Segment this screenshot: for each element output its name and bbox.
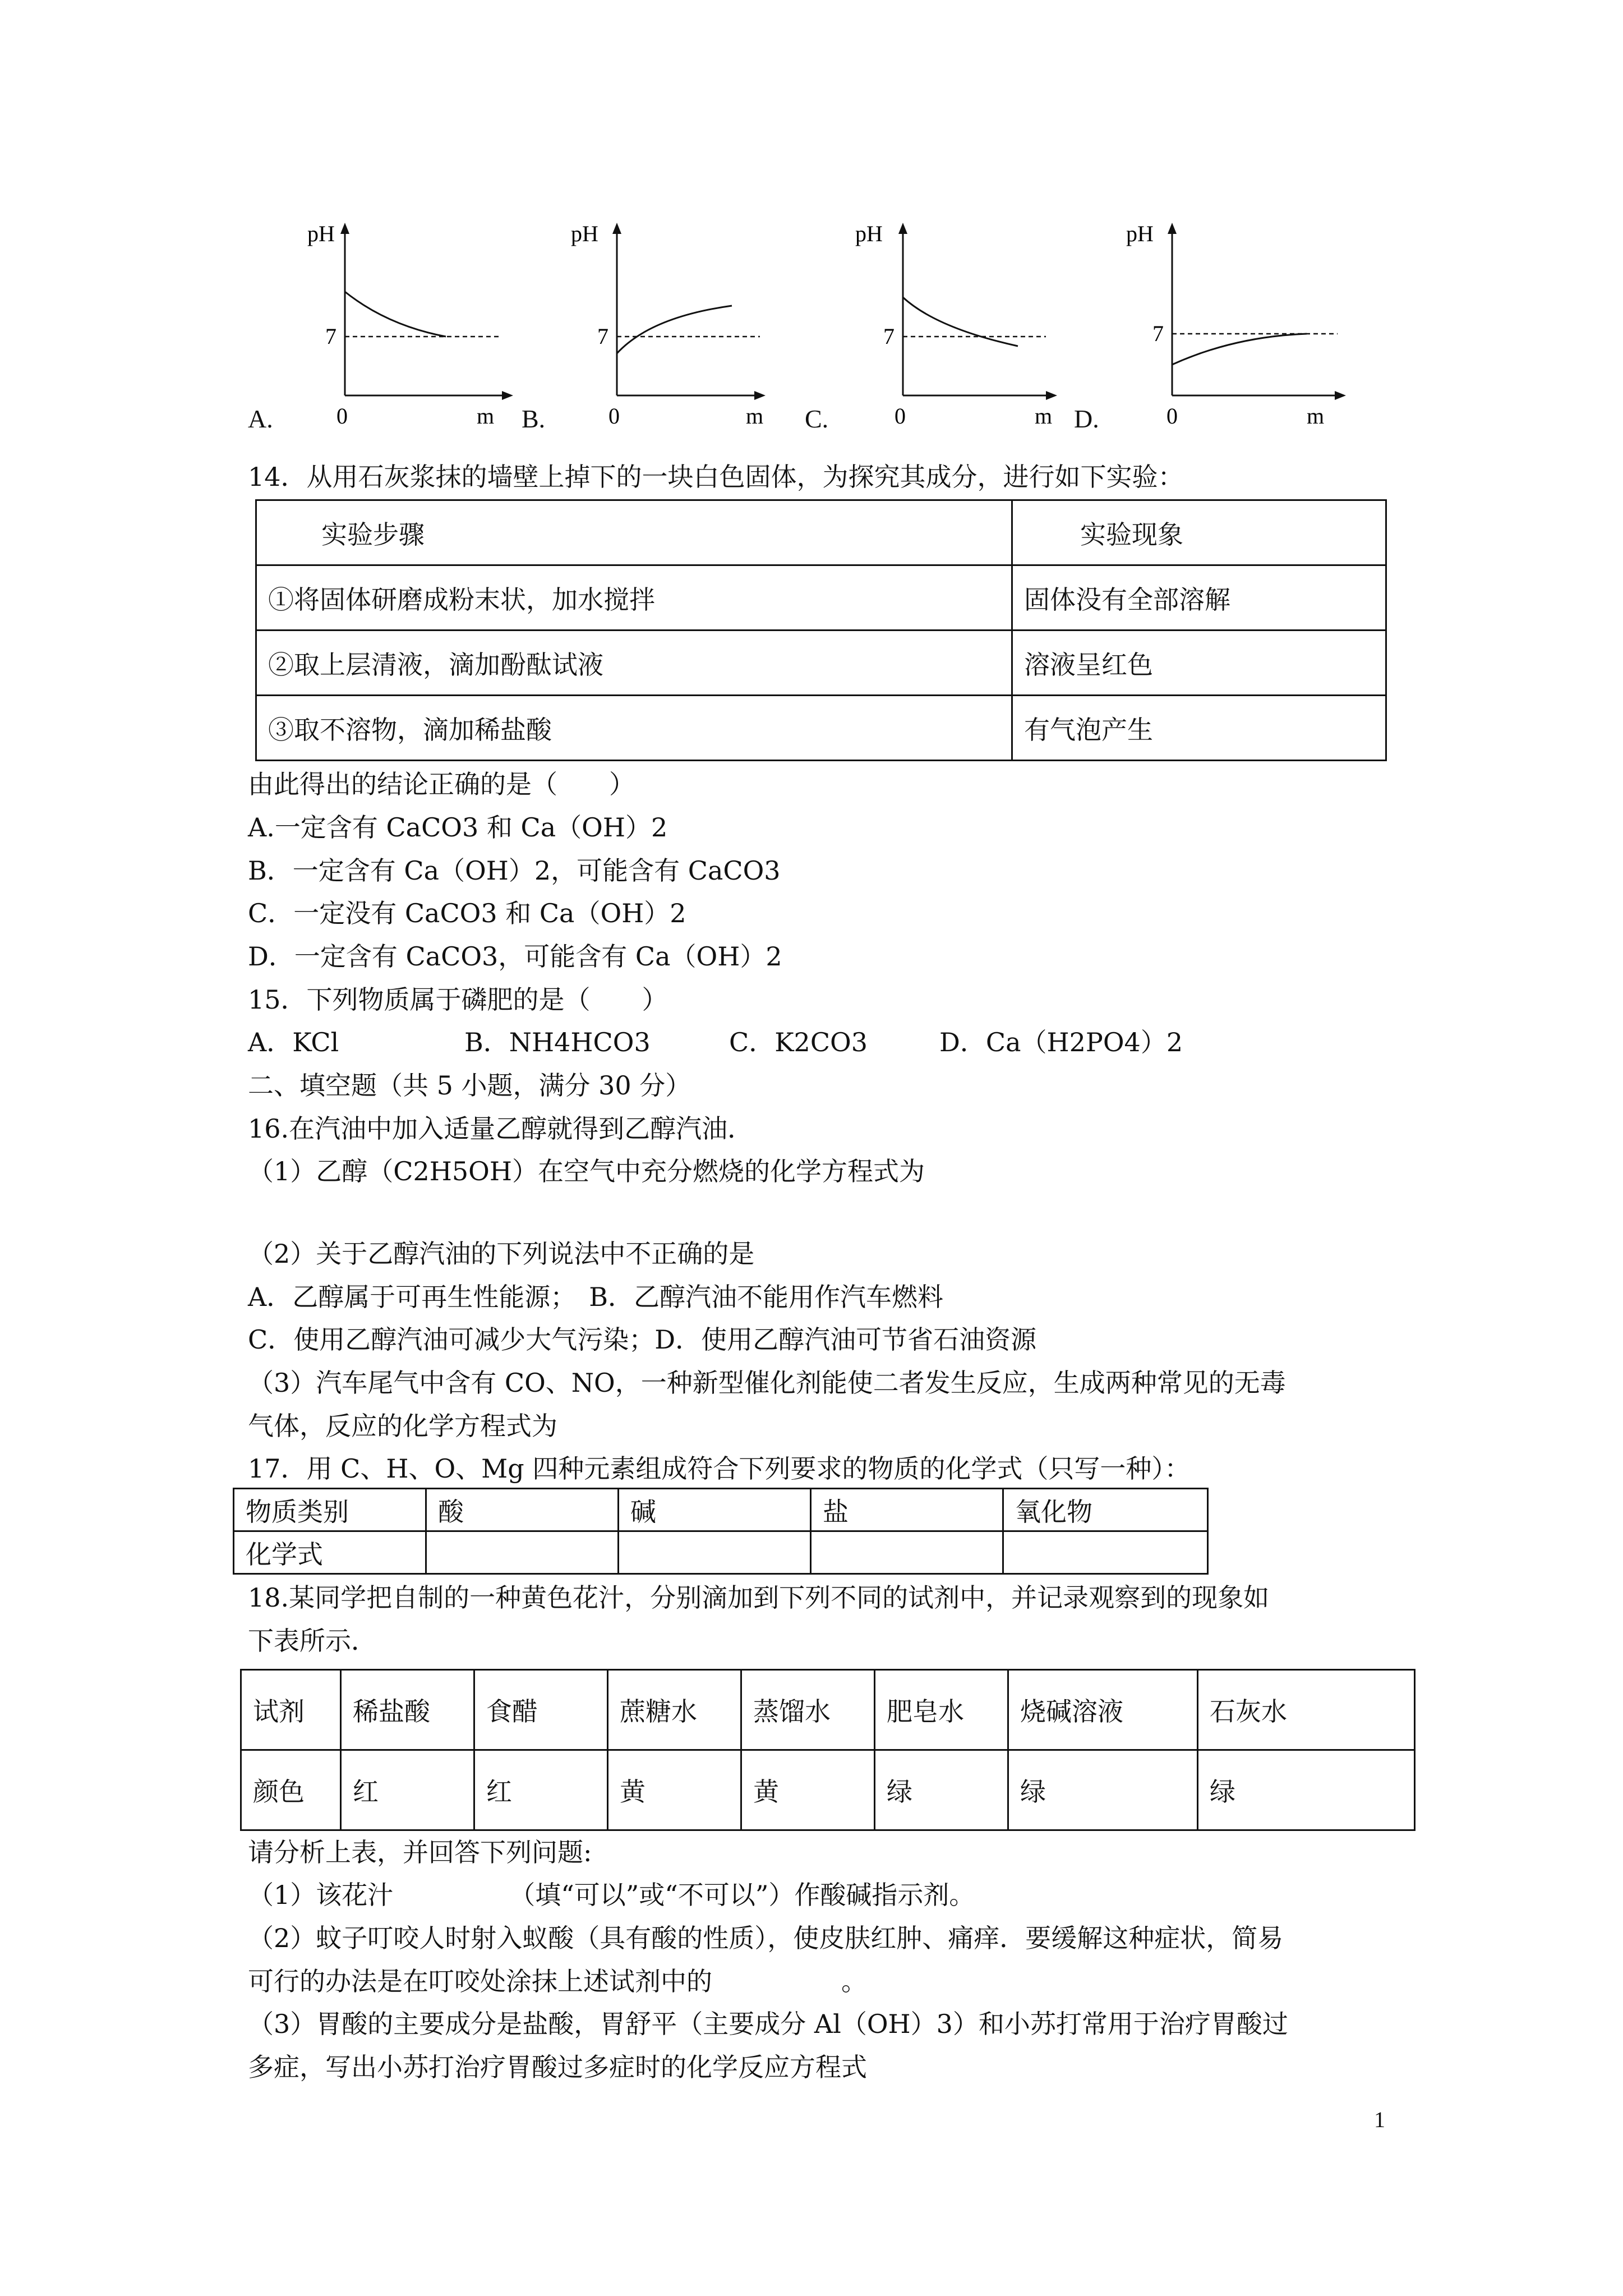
table-header-cell: 物质类别	[234, 1489, 426, 1531]
table-header-cell: 酸	[426, 1489, 619, 1531]
table-header-cell: 蒸馏水	[741, 1670, 875, 1750]
table-cell: 绿	[1198, 1750, 1415, 1830]
graph-option-d	[1116, 216, 1352, 429]
graph-origin-label: 0	[336, 403, 348, 429]
table-cell: ②取上层清液，滴加酚酞试液	[256, 631, 1012, 696]
table-cell: 绿	[1008, 1750, 1198, 1830]
graph-x-label: m	[1307, 403, 1325, 429]
graph-y-label: pH	[571, 221, 598, 246]
q16-stem: 16.在汽油中加入适量乙醇就得到乙醇汽油．	[248, 1114, 754, 1144]
graph-option-b-letter: B.	[522, 404, 546, 433]
answer-cell[interactable]	[619, 1531, 811, 1574]
q16-part3-line2: 气体，反应的化学方程式为	[248, 1411, 557, 1441]
graph-x-label: m	[1035, 403, 1053, 429]
graph-y-label: pH	[855, 221, 883, 246]
answer-cell[interactable]	[811, 1531, 1003, 1574]
q18-part1: （1）该花汁 （填“可以”或“不可以”）作酸碱指示剂。	[248, 1880, 975, 1910]
graph-ref-label: 7	[883, 324, 895, 349]
graph-option-a	[303, 216, 516, 429]
table-header-row	[256, 500, 1386, 565]
table-header-cell: 实验现象	[1012, 500, 1386, 565]
table-cell: 固体没有全部溶解	[1012, 565, 1386, 631]
table-cell: 绿	[875, 1750, 1008, 1830]
table-cell: 黄	[741, 1750, 875, 1830]
q14-option-b: B．一定含有 Ca（OH）2，可能含有 CaCO3	[248, 855, 781, 886]
table-header-cell: 烧碱溶液	[1008, 1670, 1198, 1750]
table-cell: 黄	[608, 1750, 741, 1830]
graph-ref-label: 7	[325, 324, 336, 349]
q15-option-d: D．Ca（H2PO4）2	[939, 1027, 1183, 1057]
table-header-cell: 稀盐酸	[341, 1670, 474, 1750]
graph-origin-label: 0	[608, 403, 620, 429]
table-cell: 溶液呈红色	[1012, 631, 1386, 696]
q15-stem: 15．下列物质属于磷肥的是（ ）	[248, 984, 668, 1015]
table-row	[234, 1531, 1208, 1574]
q18-part3-line1: （3）胃酸的主要成分是盐酸，胃舒平（主要成分 Al（OH）3）和小苏打常用于治疗胃酸过	[248, 2009, 1288, 2039]
table-row	[256, 696, 1386, 761]
q16-part2-options-ab: A．乙醇属于可再生性能源； B．乙醇汽油不能用作汽车燃料	[248, 1282, 944, 1312]
q14-option-c: C．一定没有 CaCO3 和 Ca（OH）2	[248, 898, 686, 928]
table-cell: ①将固体研磨成粉末状，加水搅拌	[256, 565, 1012, 631]
q14-option-a: A.一定含有 CaCO3 和 Ca（OH）2	[248, 812, 668, 843]
q17-stem: 17．用 C、H、O、Mg 四种元素组成符合下列要求的物质的化学式（只写一种）：	[248, 1453, 1191, 1484]
graph-option-c-letter: C.	[805, 404, 829, 433]
graph-option-b	[561, 216, 774, 429]
table-row	[256, 565, 1386, 631]
table-cell: 红	[341, 1750, 474, 1830]
table-cell: 有气泡产生	[1012, 696, 1386, 761]
table-header-cell: 氧化物	[1003, 1489, 1208, 1531]
q18-stem-line2: 下表所示．	[248, 1626, 377, 1656]
q15-option-b: B．NH4HCO3	[464, 1027, 651, 1057]
table-header-cell: 石灰水	[1198, 1670, 1415, 1750]
answer-cell[interactable]	[1003, 1531, 1208, 1574]
answer-cell[interactable]	[426, 1531, 619, 1574]
table-header-row	[241, 1670, 1415, 1750]
q17-formula-table	[233, 1488, 1209, 1575]
table-row	[256, 631, 1386, 696]
q14-stem: 14．从用石灰浆抹的墙壁上掉下的一块白色固体，为探究其成分，进行如下实验：	[248, 462, 1184, 492]
graph-option-d-letter: D.	[1074, 404, 1099, 433]
section-heading: 二、填空题（共 5 小题，满分 30 分）	[248, 1070, 691, 1101]
table-header-row	[234, 1489, 1208, 1531]
table-cell: ③取不溶物，滴加稀盐酸	[256, 696, 1012, 761]
table-header-cell: 试剂	[241, 1670, 341, 1750]
graph-y-label: pH	[307, 221, 335, 246]
page-number: 1	[1374, 2107, 1385, 2132]
graph-origin-label: 0	[895, 403, 906, 429]
q15-option-a: A．KCl	[248, 1027, 339, 1057]
graph-option-c	[847, 216, 1060, 429]
table-header-cell: 盐	[811, 1489, 1003, 1531]
q18-part3-line2: 多症，写出小苏打治疗胃酸过多症时的化学反应方程式	[248, 2052, 867, 2082]
table-cell: 颜色	[241, 1750, 341, 1830]
q15-option-c: C．K2CO3	[729, 1027, 868, 1057]
q18-stem-line1: 18.某同学把自制的一种黄色花汁，分别滴加到下列不同的试剂中，并记录观察到的现象如	[248, 1582, 1270, 1613]
q18-part2-line2: 可行的办法是在叮咬处涂抹上述试剂中的 。	[248, 1966, 867, 1996]
q18-part2-line1: （2）蚊子叮咬人时射入蚁酸（具有酸的性质），使皮肤红肿、痛痒．要缓解这种症状，简易	[248, 1923, 1284, 1953]
graph-x-label: m	[477, 403, 495, 429]
table-header-cell: 实验步骤	[256, 500, 1012, 565]
q16-part2-options-cd: C．使用乙醇汽油可减少大气污染；D．使用乙醇汽油可节省石油资源	[248, 1324, 1037, 1355]
q14-experiment-table	[255, 499, 1387, 761]
table-row-label: 化学式	[234, 1531, 426, 1574]
table-header-cell: 碱	[619, 1489, 811, 1531]
q16-part1: （1）乙醇（C2H5OH）在空气中充分燃烧的化学方程式为	[248, 1156, 925, 1186]
table-header-cell: 蔗糖水	[608, 1670, 741, 1750]
q14-question: 由此得出的结论正确的是（ ）	[248, 769, 635, 799]
table-row	[241, 1750, 1415, 1830]
graph-y-label: pH	[1126, 221, 1154, 246]
graph-x-label: m	[746, 403, 764, 429]
graph-ref-label: 7	[597, 324, 608, 349]
q14-option-d: D．一定含有 CaCO3，可能含有 Ca（OH）2	[248, 941, 782, 972]
q16-part2: （2）关于乙醇汽油的下列说法中不正确的是	[248, 1239, 755, 1269]
graph-option-a-letter: A.	[248, 404, 273, 433]
graph-ref-label: 7	[1152, 321, 1164, 346]
table-cell: 红	[474, 1750, 608, 1830]
q18-intro: 请分析上表，并回答下列问题:	[248, 1837, 592, 1867]
table-header-cell: 食醋	[474, 1670, 608, 1750]
q18-indicator-table	[240, 1669, 1415, 1831]
q16-part3-line1: （3）汽车尾气中含有 CO、NO，一种新型催化剂能使二者发生反应，生成两种常见的无毒	[248, 1368, 1286, 1398]
graph-origin-label: 0	[1166, 403, 1178, 429]
table-header-cell: 肥皂水	[875, 1670, 1008, 1750]
